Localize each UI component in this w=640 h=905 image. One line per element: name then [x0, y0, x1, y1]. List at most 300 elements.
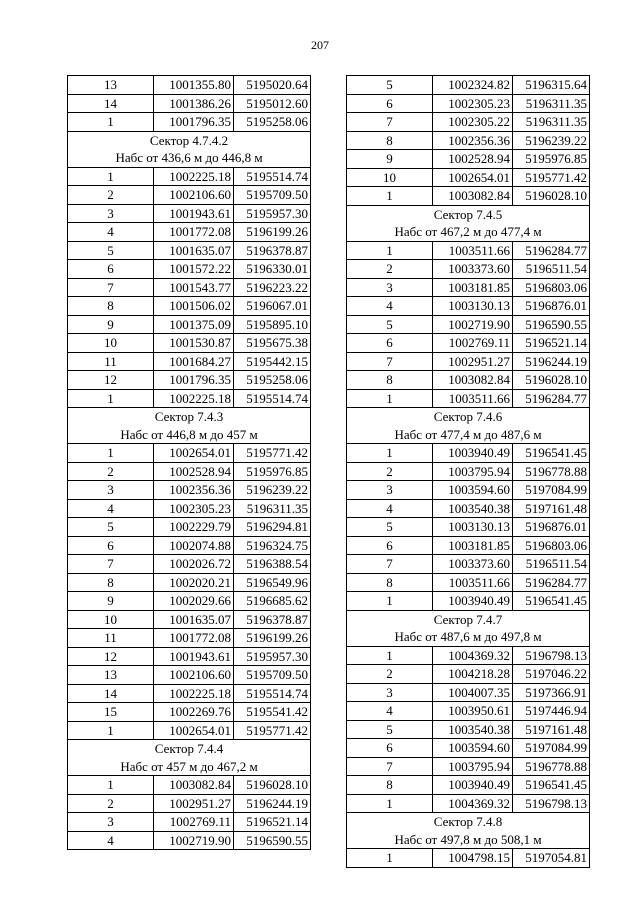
y-coordinate-cell: 5196244.19	[234, 794, 311, 813]
y-coordinate-cell: 5196199.26	[234, 629, 311, 648]
table-row	[68, 647, 311, 666]
x-coordinate-cell: 1001684.27	[154, 352, 234, 371]
sector-range-row	[347, 426, 590, 444]
table-row	[68, 297, 311, 316]
y-coordinate-cell: 5195771.42	[513, 168, 590, 187]
x-coordinate-cell: 1002654.01	[154, 721, 234, 740]
table-row	[347, 278, 590, 297]
x-coordinate-cell: 1001543.77	[154, 278, 234, 297]
table-row	[347, 536, 590, 555]
y-coordinate-cell: 5196798.13	[513, 794, 590, 813]
table-row	[347, 315, 590, 334]
sector-header-row	[347, 408, 590, 426]
point-number-cell: 1	[347, 389, 433, 408]
x-coordinate-cell: 1003082.84	[433, 187, 513, 206]
point-number-cell: 4	[68, 223, 154, 242]
table-row	[68, 831, 311, 850]
sector-title: Сектор 7.4.6	[347, 408, 590, 426]
point-number-cell: 1	[347, 187, 433, 206]
x-coordinate-cell: 1003511.66	[433, 573, 513, 592]
point-number-cell: 9	[347, 150, 433, 169]
table-row	[347, 518, 590, 537]
sector-title: Сектор 7.4.8	[347, 813, 590, 831]
sector-title: Сектор 7.4.5	[347, 205, 590, 223]
point-number-cell: 1	[68, 167, 154, 186]
x-coordinate-cell: 1002951.27	[433, 352, 513, 371]
table-row	[347, 297, 590, 316]
x-coordinate-cell: 1002106.60	[154, 186, 234, 205]
table-row	[68, 241, 311, 260]
y-coordinate-cell: 5196378.87	[234, 241, 311, 260]
y-coordinate-cell: 5195771.42	[234, 444, 311, 463]
table-row	[347, 150, 590, 169]
point-number-cell: 12	[68, 647, 154, 666]
table-row	[347, 168, 590, 187]
point-number-cell: 4	[68, 831, 154, 850]
x-coordinate-cell: 1002020.21	[154, 573, 234, 592]
point-number-cell: 1	[347, 646, 433, 665]
table-row	[68, 278, 311, 297]
x-coordinate-cell: 1004007.35	[433, 683, 513, 702]
point-number-cell: 8	[347, 371, 433, 390]
table-row	[68, 776, 311, 795]
table-row	[68, 555, 311, 574]
point-number-cell: 5	[347, 315, 433, 334]
point-number-cell: 15	[68, 703, 154, 722]
point-number-cell: 4	[347, 499, 433, 518]
point-number-cell: 7	[347, 555, 433, 574]
y-coordinate-cell: 5196798.13	[513, 646, 590, 665]
y-coordinate-cell: 5197161.48	[513, 720, 590, 739]
y-coordinate-cell: 5196284.77	[513, 389, 590, 408]
point-number-cell: 2	[347, 665, 433, 684]
table-row	[68, 536, 311, 555]
page-number: 207	[311, 38, 329, 52]
table-row	[347, 757, 590, 776]
point-number-cell: 13	[68, 76, 154, 95]
point-number-cell: 6	[347, 94, 433, 113]
x-coordinate-cell: 1002528.94	[154, 462, 234, 481]
y-coordinate-cell: 5195709.50	[234, 666, 311, 685]
table-row	[68, 481, 311, 500]
table-row	[347, 794, 590, 813]
y-coordinate-cell: 5196294.81	[234, 518, 311, 537]
x-coordinate-cell: 1003082.84	[433, 371, 513, 390]
sector-height-range: Набс от 436,6 м до 446,8 м	[68, 149, 311, 167]
y-coordinate-cell: 5195771.42	[234, 721, 311, 740]
y-coordinate-cell: 5195675.38	[234, 334, 311, 353]
x-coordinate-cell: 1003950.61	[433, 702, 513, 721]
point-number-cell: 5	[347, 518, 433, 537]
point-number-cell: 14	[68, 94, 154, 113]
y-coordinate-cell: 5196223.22	[234, 278, 311, 297]
x-coordinate-cell: 1003130.13	[433, 518, 513, 537]
point-number-cell: 2	[347, 260, 433, 279]
y-coordinate-cell: 5195514.74	[234, 167, 311, 186]
table-row	[68, 499, 311, 518]
x-coordinate-cell: 1003082.84	[154, 776, 234, 795]
table-row	[68, 204, 311, 223]
sector-header-row	[68, 131, 311, 149]
sector-height-range: Набс от 467,2 м до 477,4 м	[347, 223, 590, 241]
table-row	[68, 518, 311, 537]
y-coordinate-cell: 5196541.45	[513, 444, 590, 463]
x-coordinate-cell: 1001635.07	[154, 241, 234, 260]
x-coordinate-cell: 1002654.01	[154, 444, 234, 463]
x-coordinate-cell: 1001772.08	[154, 223, 234, 242]
y-coordinate-cell: 5196311.35	[513, 113, 590, 132]
y-coordinate-cell: 5196388.54	[234, 555, 311, 574]
point-number-cell: 10	[68, 334, 154, 353]
sector-range-row	[68, 426, 311, 444]
table-row	[347, 371, 590, 390]
table-row	[347, 76, 590, 95]
table-row	[347, 334, 590, 353]
y-coordinate-cell: 5196028.10	[513, 187, 590, 206]
y-coordinate-cell: 5196803.06	[513, 536, 590, 555]
table-row	[68, 186, 311, 205]
table-row	[347, 187, 590, 206]
x-coordinate-cell: 1003594.60	[433, 739, 513, 758]
point-number-cell: 7	[347, 352, 433, 371]
point-number-cell: 4	[68, 499, 154, 518]
x-coordinate-cell: 1001635.07	[154, 610, 234, 629]
point-number-cell: 8	[347, 776, 433, 795]
point-number-cell: 1	[347, 444, 433, 463]
x-coordinate-cell: 1003373.60	[433, 555, 513, 574]
y-coordinate-cell: 5195957.30	[234, 647, 311, 666]
sector-height-range: Набс от 446,8 м до 457 м	[68, 426, 311, 444]
table-row	[347, 646, 590, 665]
x-coordinate-cell: 1003594.60	[433, 481, 513, 500]
point-number-cell: 11	[68, 629, 154, 648]
point-number-cell: 1	[68, 776, 154, 795]
sector-title: Сектор 7.4.4	[68, 740, 311, 758]
x-coordinate-cell: 1002029.66	[154, 592, 234, 611]
table-row	[347, 702, 590, 721]
y-coordinate-cell: 5196521.14	[513, 334, 590, 353]
y-coordinate-cell: 5196199.26	[234, 223, 311, 242]
point-number-cell: 1	[347, 592, 433, 611]
x-coordinate-cell: 1001572.22	[154, 260, 234, 279]
table-row	[68, 462, 311, 481]
y-coordinate-cell: 5197046.22	[513, 665, 590, 684]
table-row	[68, 721, 311, 740]
table-row	[347, 352, 590, 371]
y-coordinate-cell: 5196778.88	[513, 757, 590, 776]
point-number-cell: 8	[347, 573, 433, 592]
x-coordinate-cell: 1003373.60	[433, 260, 513, 279]
x-coordinate-cell: 1002305.23	[433, 94, 513, 113]
y-coordinate-cell: 5196541.45	[513, 776, 590, 795]
point-number-cell: 6	[68, 536, 154, 555]
table-row	[68, 703, 311, 722]
y-coordinate-cell: 5195020.64	[234, 76, 311, 95]
y-coordinate-cell: 5196330.01	[234, 260, 311, 279]
x-coordinate-cell: 1002356.36	[154, 481, 234, 500]
table-row	[68, 167, 311, 186]
point-number-cell: 8	[68, 573, 154, 592]
point-number-cell: 1	[347, 241, 433, 260]
x-coordinate-cell: 1003511.66	[433, 241, 513, 260]
point-number-cell: 6	[347, 334, 433, 353]
y-coordinate-cell: 5196778.88	[513, 462, 590, 481]
point-number-cell: 2	[68, 186, 154, 205]
point-number-cell: 7	[68, 555, 154, 574]
sector-range-row	[68, 149, 311, 167]
sector-range-row	[347, 223, 590, 241]
y-coordinate-cell: 5196590.55	[513, 315, 590, 334]
y-coordinate-cell: 5196876.01	[513, 518, 590, 537]
table-row	[347, 683, 590, 702]
x-coordinate-cell: 1002026.72	[154, 555, 234, 574]
table-row	[347, 573, 590, 592]
y-coordinate-cell: 5196685.62	[234, 592, 311, 611]
sector-header-row	[347, 813, 590, 831]
x-coordinate-cell: 1004369.32	[433, 794, 513, 813]
sector-header-row	[68, 740, 311, 758]
table-row	[347, 665, 590, 684]
y-coordinate-cell: 5197084.99	[513, 739, 590, 758]
y-coordinate-cell: 5196239.22	[513, 131, 590, 150]
coordinates-table-left	[67, 75, 311, 850]
sector-header-row	[347, 610, 590, 628]
table-row	[347, 739, 590, 758]
x-coordinate-cell: 1002951.27	[154, 794, 234, 813]
x-coordinate-cell: 1002356.36	[433, 131, 513, 150]
table-row	[347, 555, 590, 574]
table-row	[68, 813, 311, 832]
table-row	[68, 334, 311, 353]
x-coordinate-cell: 1001355.80	[154, 76, 234, 95]
sector-range-row	[347, 628, 590, 646]
x-coordinate-cell: 1002769.11	[433, 334, 513, 353]
point-number-cell: 3	[347, 481, 433, 500]
point-number-cell: 2	[347, 462, 433, 481]
sector-title: Сектор 4.7.4.2	[68, 131, 311, 149]
table-row	[68, 684, 311, 703]
table-row	[68, 94, 311, 113]
sector-range-row	[68, 758, 311, 776]
y-coordinate-cell: 5195258.06	[234, 371, 311, 390]
x-coordinate-cell: 1003795.94	[433, 462, 513, 481]
y-coordinate-cell: 5196590.55	[234, 831, 311, 850]
table-row	[68, 352, 311, 371]
y-coordinate-cell: 5195895.10	[234, 315, 311, 334]
x-coordinate-cell: 1003181.85	[433, 536, 513, 555]
table-row	[68, 444, 311, 463]
y-coordinate-cell: 5196511.54	[513, 555, 590, 574]
x-coordinate-cell: 1002106.60	[154, 666, 234, 685]
x-coordinate-cell: 1003795.94	[433, 757, 513, 776]
x-coordinate-cell: 1003511.66	[433, 389, 513, 408]
point-number-cell: 7	[68, 278, 154, 297]
table-row	[68, 113, 311, 132]
point-number-cell: 3	[68, 481, 154, 500]
x-coordinate-cell: 1004798.15	[433, 849, 513, 868]
x-coordinate-cell: 1002225.18	[154, 389, 234, 408]
sector-range-row	[347, 831, 590, 849]
y-coordinate-cell: 5196378.87	[234, 610, 311, 629]
y-coordinate-cell: 5195514.74	[234, 389, 311, 408]
x-coordinate-cell: 1003540.38	[433, 499, 513, 518]
table-row	[68, 794, 311, 813]
table-row	[347, 241, 590, 260]
sector-title: Сектор 7.4.7	[347, 610, 590, 628]
x-coordinate-cell: 1003130.13	[433, 297, 513, 316]
y-coordinate-cell: 5196028.10	[513, 371, 590, 390]
table-row	[347, 462, 590, 481]
table-row	[68, 592, 311, 611]
y-coordinate-cell: 5196549.96	[234, 573, 311, 592]
table-row	[68, 629, 311, 648]
y-coordinate-cell: 5196324.75	[234, 536, 311, 555]
point-number-cell: 1	[68, 444, 154, 463]
point-number-cell: 8	[68, 297, 154, 316]
x-coordinate-cell: 1004369.32	[433, 646, 513, 665]
table-row	[347, 444, 590, 463]
x-coordinate-cell: 1002769.11	[154, 813, 234, 832]
point-number-cell: 1	[347, 794, 433, 813]
y-coordinate-cell: 5197446.94	[513, 702, 590, 721]
y-coordinate-cell: 5195709.50	[234, 186, 311, 205]
y-coordinate-cell: 5196315.64	[513, 76, 590, 95]
point-number-cell: 1	[68, 113, 154, 132]
point-number-cell: 6	[347, 536, 433, 555]
point-number-cell: 9	[68, 592, 154, 611]
table-row	[68, 389, 311, 408]
table-row	[68, 315, 311, 334]
x-coordinate-cell: 1001506.02	[154, 297, 234, 316]
point-number-cell: 7	[347, 113, 433, 132]
x-coordinate-cell: 1002654.01	[433, 168, 513, 187]
y-coordinate-cell: 5196541.45	[513, 592, 590, 611]
point-number-cell: 1	[68, 721, 154, 740]
y-coordinate-cell: 5196876.01	[513, 297, 590, 316]
sector-height-range: Набс от 497,8 м до 508,1 м	[347, 831, 590, 849]
y-coordinate-cell: 5195012.60	[234, 94, 311, 113]
x-coordinate-cell: 1002324.82	[433, 76, 513, 95]
table-row	[347, 94, 590, 113]
table-row	[347, 592, 590, 611]
sector-height-range: Набс от 457 м до 467,2 м	[68, 758, 311, 776]
point-number-cell: 6	[68, 260, 154, 279]
x-coordinate-cell: 1002229.79	[154, 518, 234, 537]
y-coordinate-cell: 5196511.54	[513, 260, 590, 279]
point-number-cell: 2	[68, 794, 154, 813]
y-coordinate-cell: 5195258.06	[234, 113, 311, 132]
point-number-cell: 9	[68, 315, 154, 334]
table-row	[347, 776, 590, 795]
sector-height-range: Набс от 477,4 м до 487,6 м	[347, 426, 590, 444]
point-number-cell: 10	[68, 610, 154, 629]
sector-title: Сектор 7.4.3	[68, 408, 311, 426]
y-coordinate-cell: 5195976.85	[513, 150, 590, 169]
y-coordinate-cell: 5196244.19	[513, 352, 590, 371]
table-row	[68, 371, 311, 390]
point-number-cell: 14	[68, 684, 154, 703]
y-coordinate-cell: 5197054.81	[513, 849, 590, 868]
point-number-cell: 3	[347, 683, 433, 702]
x-coordinate-cell: 1001796.35	[154, 113, 234, 132]
x-coordinate-cell: 1003940.49	[433, 592, 513, 611]
x-coordinate-cell: 1001375.09	[154, 315, 234, 334]
point-number-cell: 5	[347, 76, 433, 95]
x-coordinate-cell: 1002305.22	[433, 113, 513, 132]
y-coordinate-cell: 5196284.77	[513, 241, 590, 260]
x-coordinate-cell: 1001943.61	[154, 647, 234, 666]
table-row	[347, 131, 590, 150]
y-coordinate-cell: 5196803.06	[513, 278, 590, 297]
point-number-cell: 12	[68, 371, 154, 390]
x-coordinate-cell: 1002528.94	[433, 150, 513, 169]
y-coordinate-cell: 5195957.30	[234, 204, 311, 223]
table-row	[347, 720, 590, 739]
y-coordinate-cell: 5195514.74	[234, 684, 311, 703]
coordinates-table-right	[346, 75, 590, 868]
x-coordinate-cell: 1002719.90	[154, 831, 234, 850]
table-row	[347, 389, 590, 408]
point-number-cell: 13	[68, 666, 154, 685]
point-number-cell: 7	[347, 757, 433, 776]
table-row	[347, 481, 590, 500]
point-number-cell: 8	[347, 131, 433, 150]
x-coordinate-cell: 1001772.08	[154, 629, 234, 648]
point-number-cell: 2	[68, 462, 154, 481]
x-coordinate-cell: 1001530.87	[154, 334, 234, 353]
y-coordinate-cell: 5196311.35	[234, 499, 311, 518]
y-coordinate-cell: 5195541.42	[234, 703, 311, 722]
y-coordinate-cell: 5195976.85	[234, 462, 311, 481]
y-coordinate-cell: 5196311.35	[513, 94, 590, 113]
y-coordinate-cell: 5197366.91	[513, 683, 590, 702]
x-coordinate-cell: 1003181.85	[433, 278, 513, 297]
sector-header-row	[68, 408, 311, 426]
y-coordinate-cell: 5195442.15	[234, 352, 311, 371]
table-row	[347, 849, 590, 868]
x-coordinate-cell: 1003940.49	[433, 776, 513, 795]
x-coordinate-cell: 1003940.49	[433, 444, 513, 463]
table-row	[68, 223, 311, 242]
x-coordinate-cell: 1002225.18	[154, 684, 234, 703]
x-coordinate-cell: 1001796.35	[154, 371, 234, 390]
point-number-cell: 3	[68, 204, 154, 223]
x-coordinate-cell: 1002074.88	[154, 536, 234, 555]
y-coordinate-cell: 5197084.99	[513, 481, 590, 500]
x-coordinate-cell: 1002225.18	[154, 167, 234, 186]
table-row	[68, 76, 311, 95]
x-coordinate-cell: 1002269.76	[154, 703, 234, 722]
point-number-cell: 1	[68, 389, 154, 408]
point-number-cell: 3	[347, 278, 433, 297]
point-number-cell: 3	[68, 813, 154, 832]
x-coordinate-cell: 1001943.61	[154, 204, 234, 223]
x-coordinate-cell: 1004218.28	[433, 665, 513, 684]
point-number-cell: 11	[68, 352, 154, 371]
table-row	[68, 573, 311, 592]
table-row	[68, 666, 311, 685]
x-coordinate-cell: 1002305.23	[154, 499, 234, 518]
table-row	[347, 260, 590, 279]
table-row	[68, 260, 311, 279]
y-coordinate-cell: 5196239.22	[234, 481, 311, 500]
point-number-cell: 5	[68, 241, 154, 260]
x-coordinate-cell: 1003540.38	[433, 720, 513, 739]
x-coordinate-cell: 1001386.26	[154, 94, 234, 113]
table-row	[347, 499, 590, 518]
y-coordinate-cell: 5196067.01	[234, 297, 311, 316]
table-row	[68, 610, 311, 629]
